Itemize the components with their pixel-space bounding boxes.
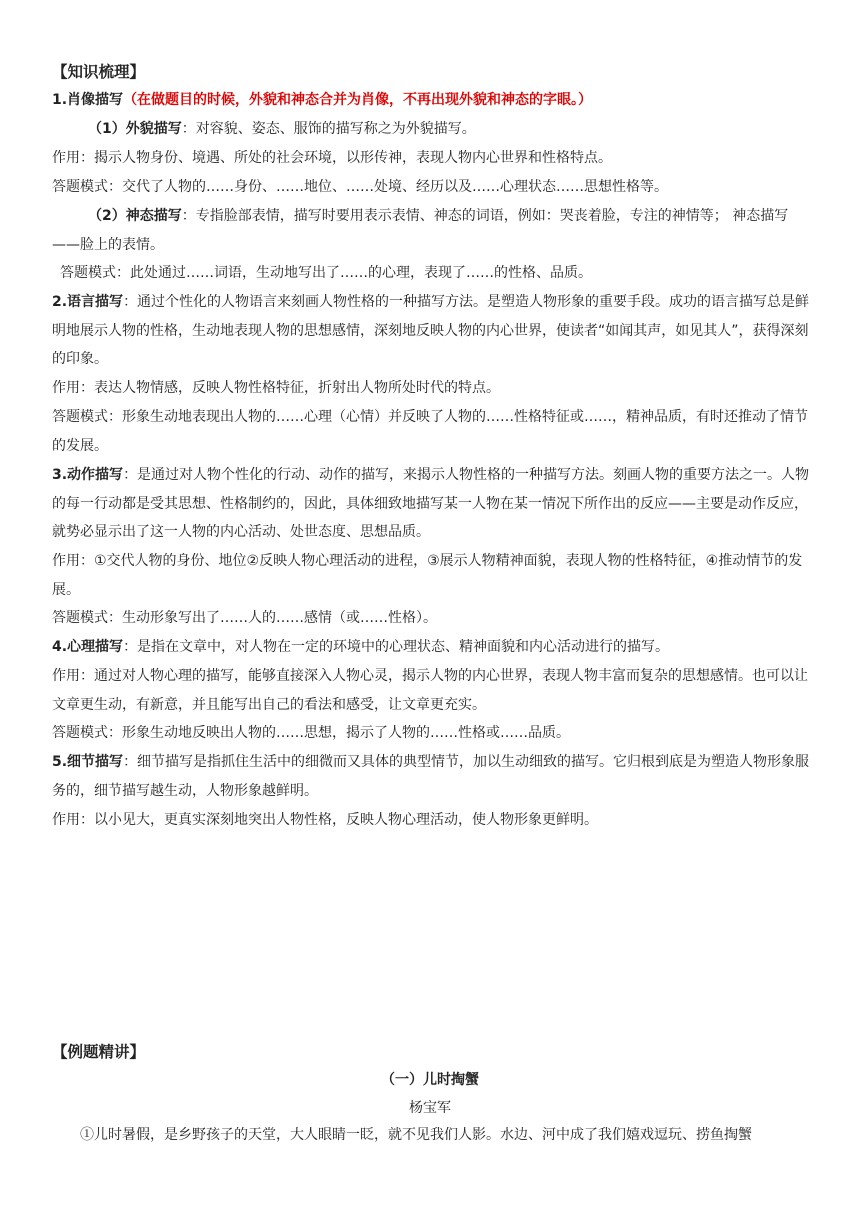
function-psychology: 作用：通过对人物心理的描写，能够直接深入人物心灵，揭示人物的内心世界，表现人物丰富而复杂的思想感情。也可以让文章更生动，有新意，并且能写出自己的看法和感受，让文章更充实。 — [52, 668, 808, 713]
function-action: 作用：①交代人物的身份、地位②反映人物心理活动的进程，③展示人物精神面貌，表现人物的性格特征，④推动情节的发展。 — [52, 553, 803, 598]
text-action: ：是通过对人物个性化的行动、动作的描写，来揭示人物性格的一种描写方法。刻画人物的重要方法之一。人物的每一行动都是受其思想、性格制约的，因此，具体细致地描写某一人物在某一情况下所作出的反应——主要是动作反应，就势必显示出了这一人物的内心活动、处世态度、思想品质。 — [52, 467, 810, 540]
heading-language: 2.语言描写 — [52, 294, 124, 310]
heading-appearance: （1）外貌描写 — [88, 121, 182, 137]
heading-portrait: 1.肖像描写 — [52, 92, 124, 108]
text-detail: ：细节描写是指抓住生活中的细微而又具体的典型情节，加以生动细致的描写。它归根到底是为塑造人物形象服务的，细节描写越生动，人物形象越鲜明。 — [52, 754, 810, 799]
note-portrait: （在做题目的时候，外貌和神态合并为肖像，不再出现外貌和神态的字眼。） — [123, 92, 593, 108]
paragraph-language — [52, 288, 814, 374]
paragraph-appearance — [52, 115, 850, 144]
answer-mode-language: 答题模式：形象生动地表现出人物的……心理（心情）并反映了人物的……性格特征或……，精神品质，有时还推动了情节的发展。 — [52, 409, 808, 454]
heading-expression: （2）神态描写 — [88, 208, 182, 224]
answer-mode-appearance: 答题模式：交代了人物的……身份、……地位、……处境、经历以及……心理状态……思想性格等。 — [52, 179, 668, 195]
section-title-examples: 【例题精讲】 — [52, 1043, 146, 1061]
example-paragraph-1: ①儿时暑假，是乡野孩子的天堂，大人眼睛一眨，就不见我们人影。水边、河中成了我们嬉戏逗玩、捞鱼掏蟹 — [80, 1127, 752, 1143]
example-title: （一）儿时掏蟹 — [381, 1072, 479, 1088]
heading-psychology: 4.心理描写 — [52, 639, 124, 655]
section-title-knowledge: 【知识梳理】 — [52, 63, 146, 81]
function-appearance: 作用：揭示人物身份、境遇、所处的社会环境，以形传神，表现人物内心世界和性格特点。 — [52, 150, 612, 166]
text-psychology: ：是指在文章中，对人物在一定的环境中的心理状态、精神面貌和内心活动进行的描写。 — [123, 639, 670, 655]
function-detail: 作用：以小见大，更真实深刻地突出人物性格，反映人物心理活动，使人物形象更鲜明。 — [52, 812, 598, 828]
answer-mode-psychology: 答题模式：形象生动地反映出人物的……思想，揭示了人物的……性格或……品质。 — [52, 725, 570, 741]
text-language: ：通过个性化的人物语言来刻画人物性格的一种描写方法。是塑造人物形象的重要手段。成功的语言描写总是鲜明地展示人物的性格，生动地表现人物的思想感情，深刻地反映人物的内心世界，使读者“如闻其声，如见其人”，获得深刻的印象。 — [52, 294, 810, 367]
heading-detail: 5.细节描写 — [52, 754, 124, 770]
heading-action: 3.动作描写 — [52, 467, 124, 483]
paragraph-psychology — [52, 633, 814, 662]
paragraph-expression — [52, 202, 814, 259]
paragraph-portrait — [52, 86, 814, 115]
answer-mode-expression: 答题模式：此处通过……词语，生动地写出了……的心理，表现了……的性格、品质。 — [60, 265, 592, 281]
text-expression: ：专指脸部表情，描写时要用表示表情、神态的词语，例如：哭丧着脸，专注的神情等； 神态描写——脸上的表情。 — [52, 208, 789, 253]
answer-mode-action: 答题模式：生动形象写出了……人的……感情（或……性格）。 — [52, 610, 437, 626]
paragraph-detail — [52, 748, 814, 805]
paragraph-action — [52, 461, 814, 547]
example-author: 杨宝军 — [409, 1100, 451, 1116]
text-appearance: ：对容貌、姿态、服饰的描写称之为外貌描写。 — [181, 121, 476, 137]
function-language: 作用：表达人物情感，反映人物性格特征，折射出人物所处时代的特点。 — [52, 380, 500, 396]
